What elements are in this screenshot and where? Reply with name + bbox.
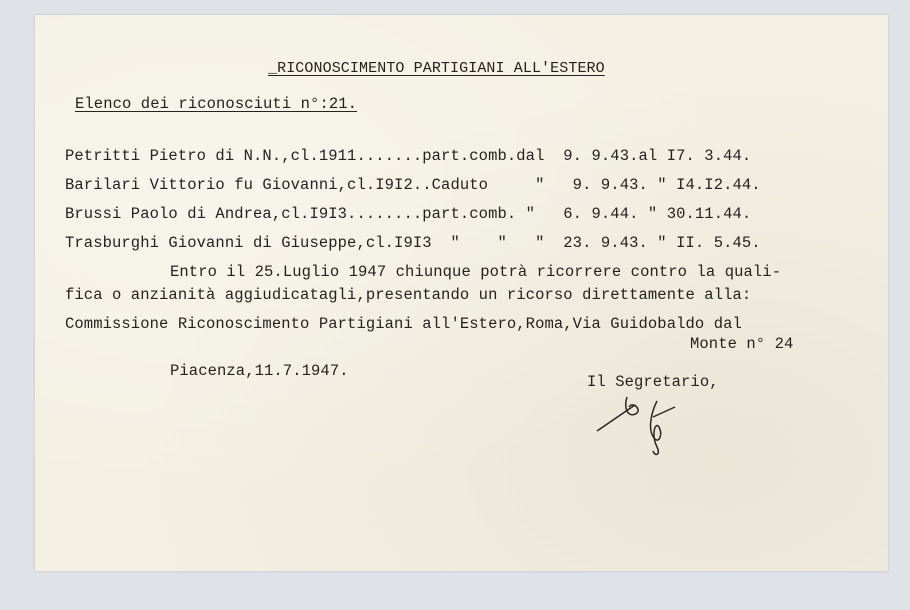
notice-line: fica o anzianità aggiudicatagli,presentando un ricorso direttamente alla: [65, 286, 752, 304]
notice-line: Entro il 25.Luglio 1947 chiunque potrà ricorrere contro la quali- [170, 263, 782, 281]
handwritten-signature [595, 383, 705, 463]
notice-line: Commissione Riconoscimento Partigiani all'Estero,Roma,Via Guidobaldo dal [65, 315, 742, 333]
signatory-title: Il Segretario, [587, 373, 719, 391]
list-row: Barilari Vittorio fu Giovanni,cl.I9I2..Caduto " 9. 9.43. " I4.I2.44. [65, 176, 761, 194]
list-row: Brussi Paolo di Andrea,cl.I9I3........part.comb. " 6. 9.44. " 30.11.44. [65, 205, 752, 223]
notice-line: Monte n° 24 [690, 335, 794, 353]
place-date: Piacenza,11.7.1947. [170, 362, 349, 380]
list-heading: Elenco dei riconosciuti n°:21. [75, 95, 358, 113]
document-page [35, 15, 888, 571]
list-row: Petritti Pietro di N.N.,cl.1911.......part.comb.dal 9. 9.43.al I7. 3.44. [65, 147, 752, 165]
list-row: Trasburghi Giovanni di Giuseppe,cl.I9I3 " " " 23. 9.43. " II. 5.45. [65, 234, 761, 252]
document-title: _RICONOSCIMENTO PARTIGIANI ALL'ESTERO [268, 60, 605, 77]
